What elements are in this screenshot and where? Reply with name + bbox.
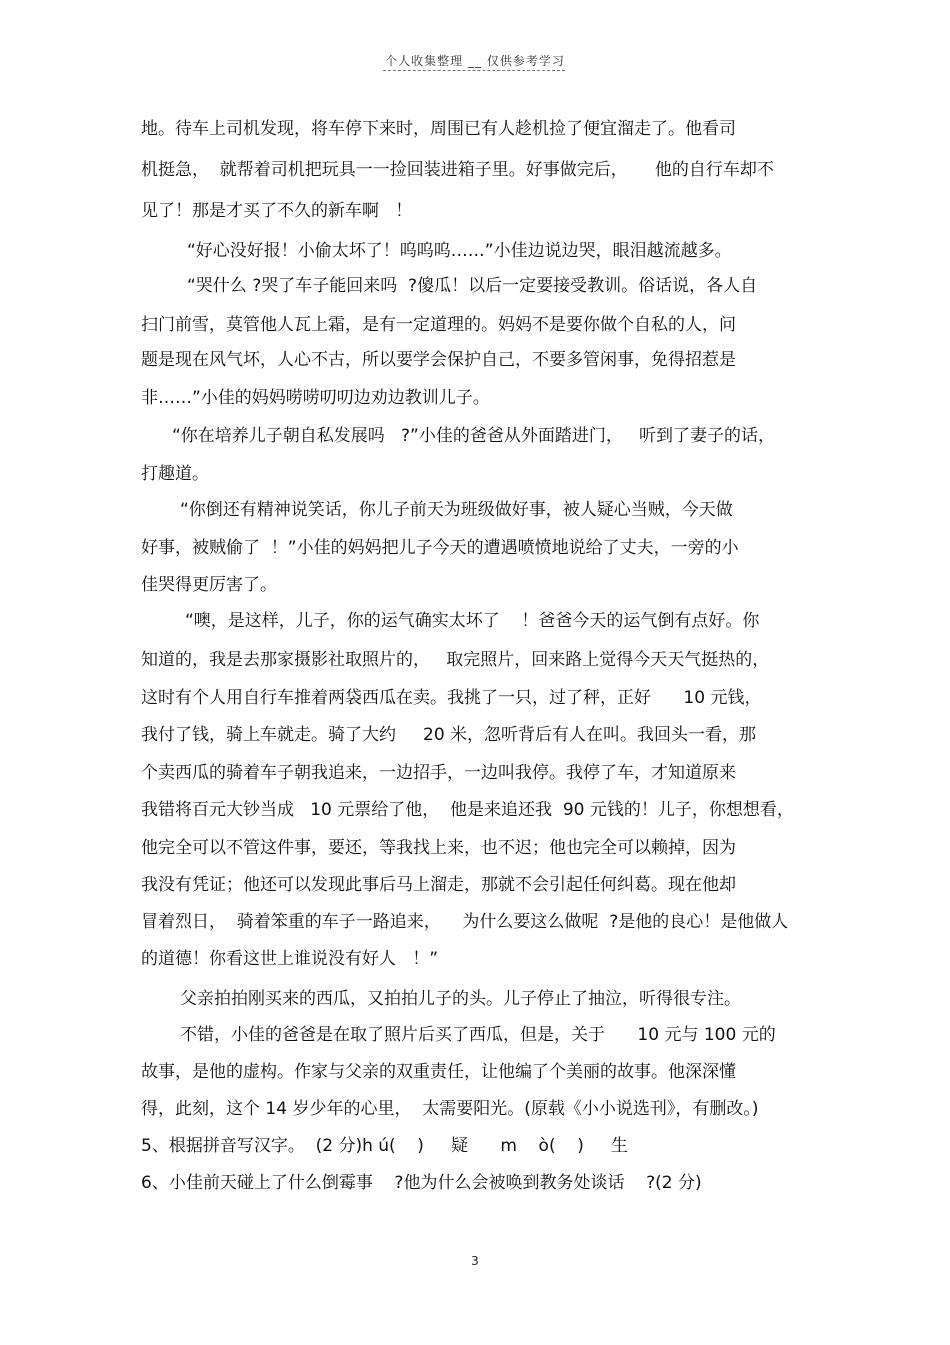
text-line: 的道德！你看这世上谁说没有好人 ！” — [141, 949, 439, 969]
page-header — [0, 52, 950, 69]
header-right-text: 仅供参考学习 — [486, 54, 565, 68]
text-line: “哭什么 ?哭了车子能回来吗 ?傻瓜！以后一定要接受教训。俗话说，各人自 — [187, 276, 758, 296]
text-line: 这时有个人用自行车推着两袋西瓜在卖。我挑了一只，过了秤，正好 10 元钱， — [141, 688, 762, 708]
text-line: 知道的，我是去那家摄影社取照片的， 取完照片，回来路上觉得今天天气挺热的， — [141, 650, 770, 670]
text-line: “好心没好报！小偷太坏了！呜呜呜……”小佳边说边哭，眼泪越流越多。 — [187, 241, 732, 261]
text-line: 机挺急， 就帮着司机把玩具一一捡回装进箱子里。好事做完后， 他的自行车却不 — [141, 160, 774, 180]
text-line: 我付了钱，骑上车就走。骑了大约 20 米，忽听背后有人在叫。我回头一看，那 — [141, 725, 757, 745]
text-line: 好事，被贼偷了 ！”小佳的妈妈把儿子今天的遭遇喷愤地说给了丈夫，一旁的小 — [141, 538, 739, 558]
text-line: “你倒还有精神说笑话，你儿子前天为班级做好事，被人疑心当贼，今天做 — [180, 500, 733, 520]
text-line: 不错，小佳的爸爸是在取了照片后买了西瓜，但是，关于 10 元与 100 元的 — [180, 1025, 776, 1045]
text-line: 非……”小佳的妈妈唠唠叨叨边劝边教训儿子。 — [141, 388, 490, 408]
header-left-text: 个人收集整理 — [385, 54, 464, 68]
text-line: 故事，是他的虚构。作家与父亲的双重责任，让他编了个美丽的故事。他深深懂 — [141, 1062, 736, 1082]
text-line: “你在培养儿子朝自私发展吗 ?”小佳的爸爸从外面踏进门， 听到了妻子的话， — [172, 426, 776, 446]
text-line: 佳哭得更厉害了。 — [141, 575, 277, 595]
text-line: 题是现在风气坏，人心不古，所以要学会保护自己，不要多管闲事，免得招惹是 — [141, 350, 736, 370]
header-dashed-rule — [383, 70, 565, 71]
text-line: 我没有凭证；他还可以发现此事后马上溜走，那就不会引起任何纠葛。现在他却 — [141, 875, 736, 895]
question-6: 6、小佳前天碰上了什么倒霉事 ?他为什么会被唤到教务处谈话 ?(2 分) — [141, 1173, 702, 1193]
question-5: 5、根据拼音写汉字。 (2 分)h ú( ) 疑 m ò( ) 生 — [141, 1136, 628, 1156]
text-line: 见了！那是才买了不久的新车啊 ！ — [141, 201, 413, 221]
text-line: 父亲拍拍刚买来的西瓜，又拍拍儿子的头。儿子停止了抽泣，听得很专注。 — [180, 989, 741, 1009]
text-line: 地。待车上司机发现，将车停下来时，周围已有人趁机捡了便宜溜走了。他看司 — [141, 119, 736, 139]
text-line: 我错将百元大钞当成 10 元票给了他， 他是来追还我 90 元钱的！儿子，你想想看， — [141, 800, 794, 820]
text-line: 冒着烈日， 骑着笨重的车子一路追来， 为什么要这么做呢 ?是他的良心！是他做人 — [141, 912, 789, 932]
text-line: 他完全可以不管这件事，要还，等我找上来，也不迟；他也完全可以赖掉，因为 — [141, 838, 736, 858]
text-line: 打趣道。 — [141, 464, 209, 484]
text-line: 个卖西瓜的骑着车子朝我追来，一边招手，一边叫我停。我停了车，才知道原来 — [141, 763, 736, 783]
header-separator: __ — [468, 54, 482, 68]
text-line: 得，此刻，这个 14 岁少年的心里， 太需要阳光。(原载《小小说选刊》，有删改。) — [141, 1099, 759, 1119]
text-line: “噢，是这样，儿子，你的运气确实太坏了 ！爸爸今天的运气倒有点好。你 — [185, 611, 760, 631]
text-line: 扫门前雪，莫管他人瓦上霜，是有一定道理的。妈妈不是要你做个自私的人，问 — [141, 315, 736, 335]
page-number: 3 — [471, 1254, 479, 1268]
